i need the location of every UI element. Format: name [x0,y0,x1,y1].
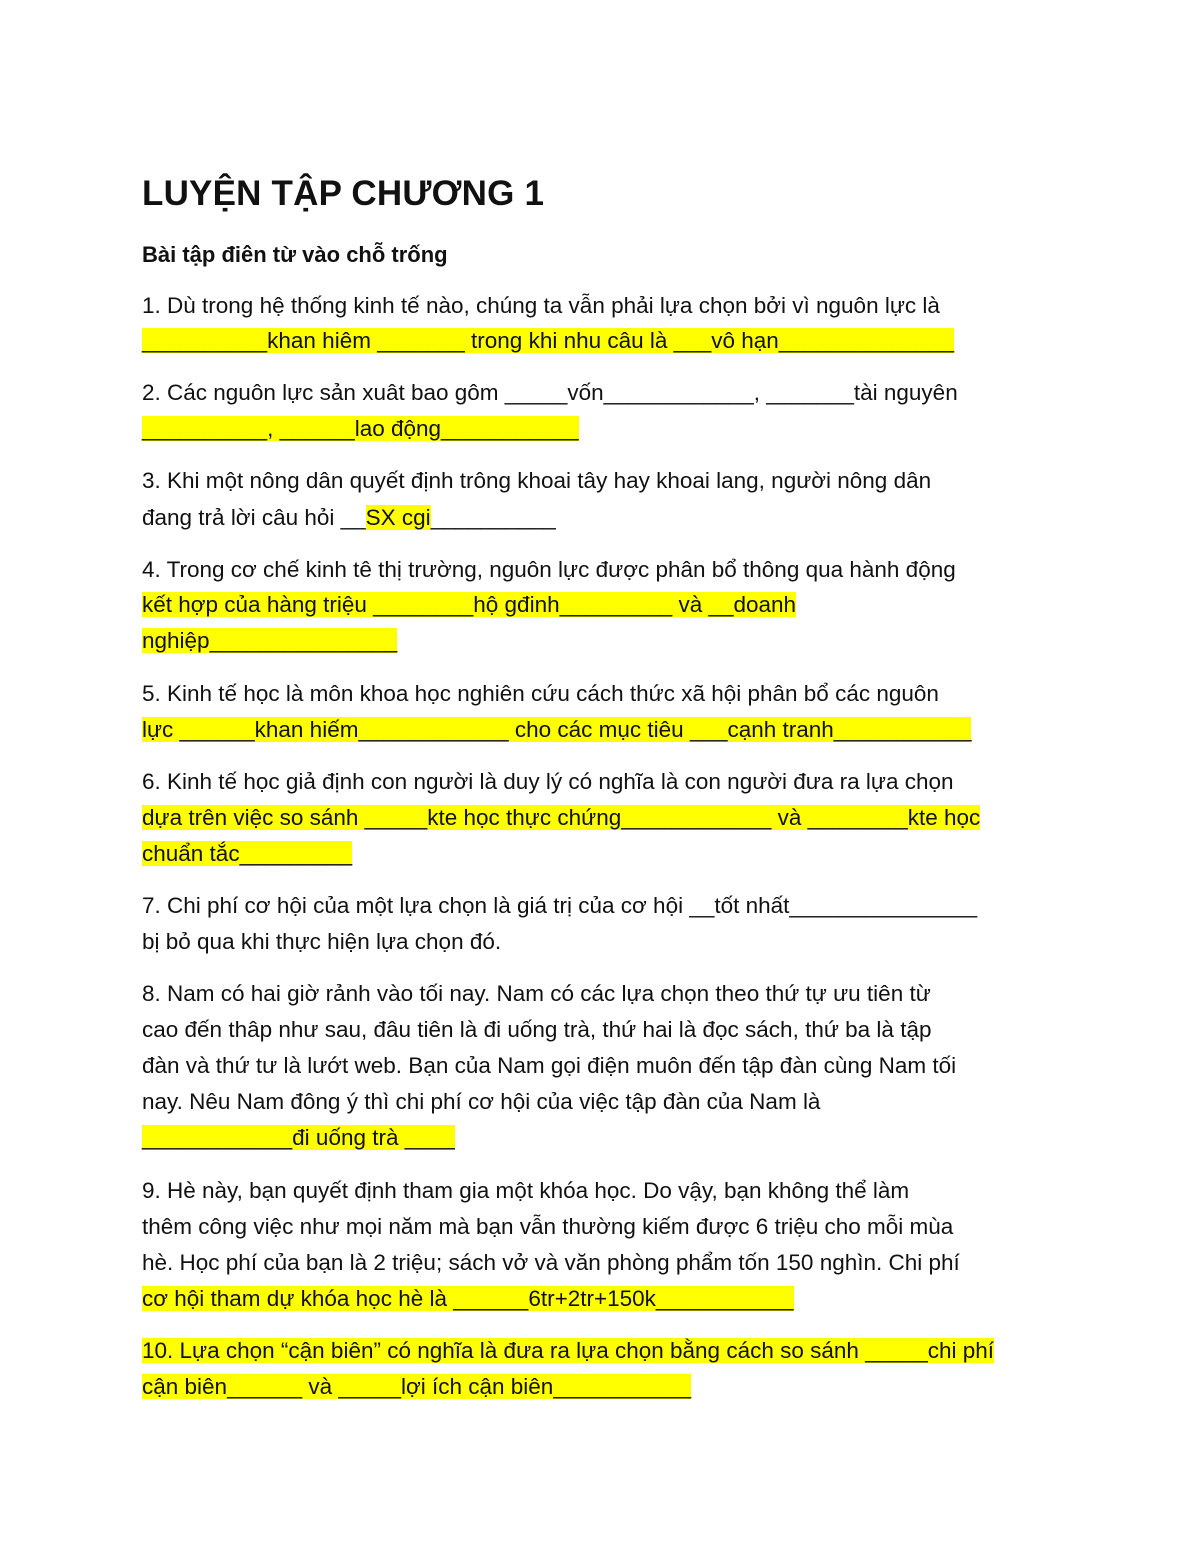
answer-highlight: SX cgi [365,505,431,530]
question-1-line-2 [142,325,954,357]
answer-highlight: nghiệp_______________ [142,628,398,653]
question-8-line-2: cao đến thâp như sau, đâu tiên là đi uống trà, thứ hai là đọc sách, thứ ba là tập [142,1017,932,1042]
question-6-line-1: 6. Kinh tế học giả định con người là duy lý có nghĩa là con người đưa ra lựa chọn [142,769,954,794]
question-9-line-3: hè. Học phí của bạn là 2 triệu; sách vở và văn phòng phẩm tốn 150 nghìn. Chi phí [142,1250,960,1275]
question-3-line-2 [142,502,556,534]
question-7-line-1: 7. Chi phí cơ hội của một lựa chọn là giá trị của cơ hội __tốt nhất_______________ [142,893,978,918]
question-9-line-2: thêm công việc như mọi năm mà bạn vẫn thường kiếm được 6 triệu cho mỗi mùa [142,1214,954,1239]
question-9-line-1: 9. Hè này, bạn quyết định tham gia một khóa học. Do vậy, bạn không thể làm [142,1178,910,1203]
question-4-line-2 [142,589,796,621]
question-5-line-2 [142,714,971,746]
answer-highlight: lực ______khan hiếm____________ cho các mục tiêu ___cạnh tranh___________ [142,717,972,742]
page-title: LUYỆN TẬP CHƯƠNG 1 [142,174,545,213]
answer-highlight: cơ hội tham dự khóa học hè là ______6tr+2tr+150k___________ [142,1286,794,1311]
question-1-line-1: 1. Dù trong hệ thống kinh tế nào, chúng ta vẫn phải lựa chọn bởi vì nguôn lực là [142,293,940,318]
question-2-line-2 [142,413,579,445]
question-9-line-4 [142,1283,794,1315]
question-3-line-1: 3. Khi một nông dân quyết định trông khoai tây hay khoai lang, người nông dân [142,468,932,493]
question-6-line-2 [142,802,980,834]
answer-highlight: __________khan hiêm _______ trong khi nhu câu là ___vô hạn______________ [142,328,954,353]
answer-highlight: ____________đi uống trà ____ [142,1125,455,1150]
question-6-line-3 [142,838,352,870]
question-8-line-5 [142,1122,455,1154]
question-10-line-1 [142,1335,994,1367]
question-2-line-1: 2. Các nguôn lực sản xuât bao gôm _____vốn____________, _______tài nguyên [142,380,958,405]
question-7-line-2: bị bỏ qua khi thực hiện lựa chọn đó. [142,929,502,954]
answer-highlight: __________, ______lao động___________ [142,416,579,441]
question-8-line-1: 8. Nam có hai giờ rảnh vào tối nay. Nam có các lựa chọn theo thứ tự ưu tiên từ [142,981,931,1006]
answer-blank: __________ [430,505,556,530]
question-8-line-4: nay. Nêu Nam đông ý thì chi phí cơ hội của việc tập đàn của Nam là [142,1089,821,1114]
question-3-text: đang trả lời câu hỏi __ [142,505,366,530]
question-4-line-1: 4. Trong cơ chế kinh tê thị trường, nguôn lực được phân bổ thông qua hành động [142,557,956,582]
question-10-line-2 [142,1371,691,1403]
answer-highlight: kết hợp của hàng triệu ________hộ gđinh_________ và __doanh [142,592,797,617]
answer-highlight: chuẩn tắc_________ [142,841,353,866]
exercise-subtitle: Bài tập điên từ vào chỗ trống [142,242,448,267]
answer-highlight: 10. Lựa chọn “cận biên” có nghĩa là đưa ra lựa chọn bằng cách so sánh _____chi phí [142,1338,995,1363]
question-8-line-3: đàn và thứ tư là lướt web. Bạn của Nam gọi điện muôn đến tập đàn cùng Nam tối [142,1053,957,1078]
answer-highlight: dựa trên việc so sánh _____kte học thực chứng____________ và ________kte học [142,805,981,830]
question-4-line-3 [142,625,397,657]
answer-highlight: cận biên______ và _____lợi ích cận biên___________ [142,1374,691,1399]
question-5-line-1: 5. Kinh tế học là môn khoa học nghiên cứu cách thức xã hội phân bổ các nguôn [142,681,939,706]
